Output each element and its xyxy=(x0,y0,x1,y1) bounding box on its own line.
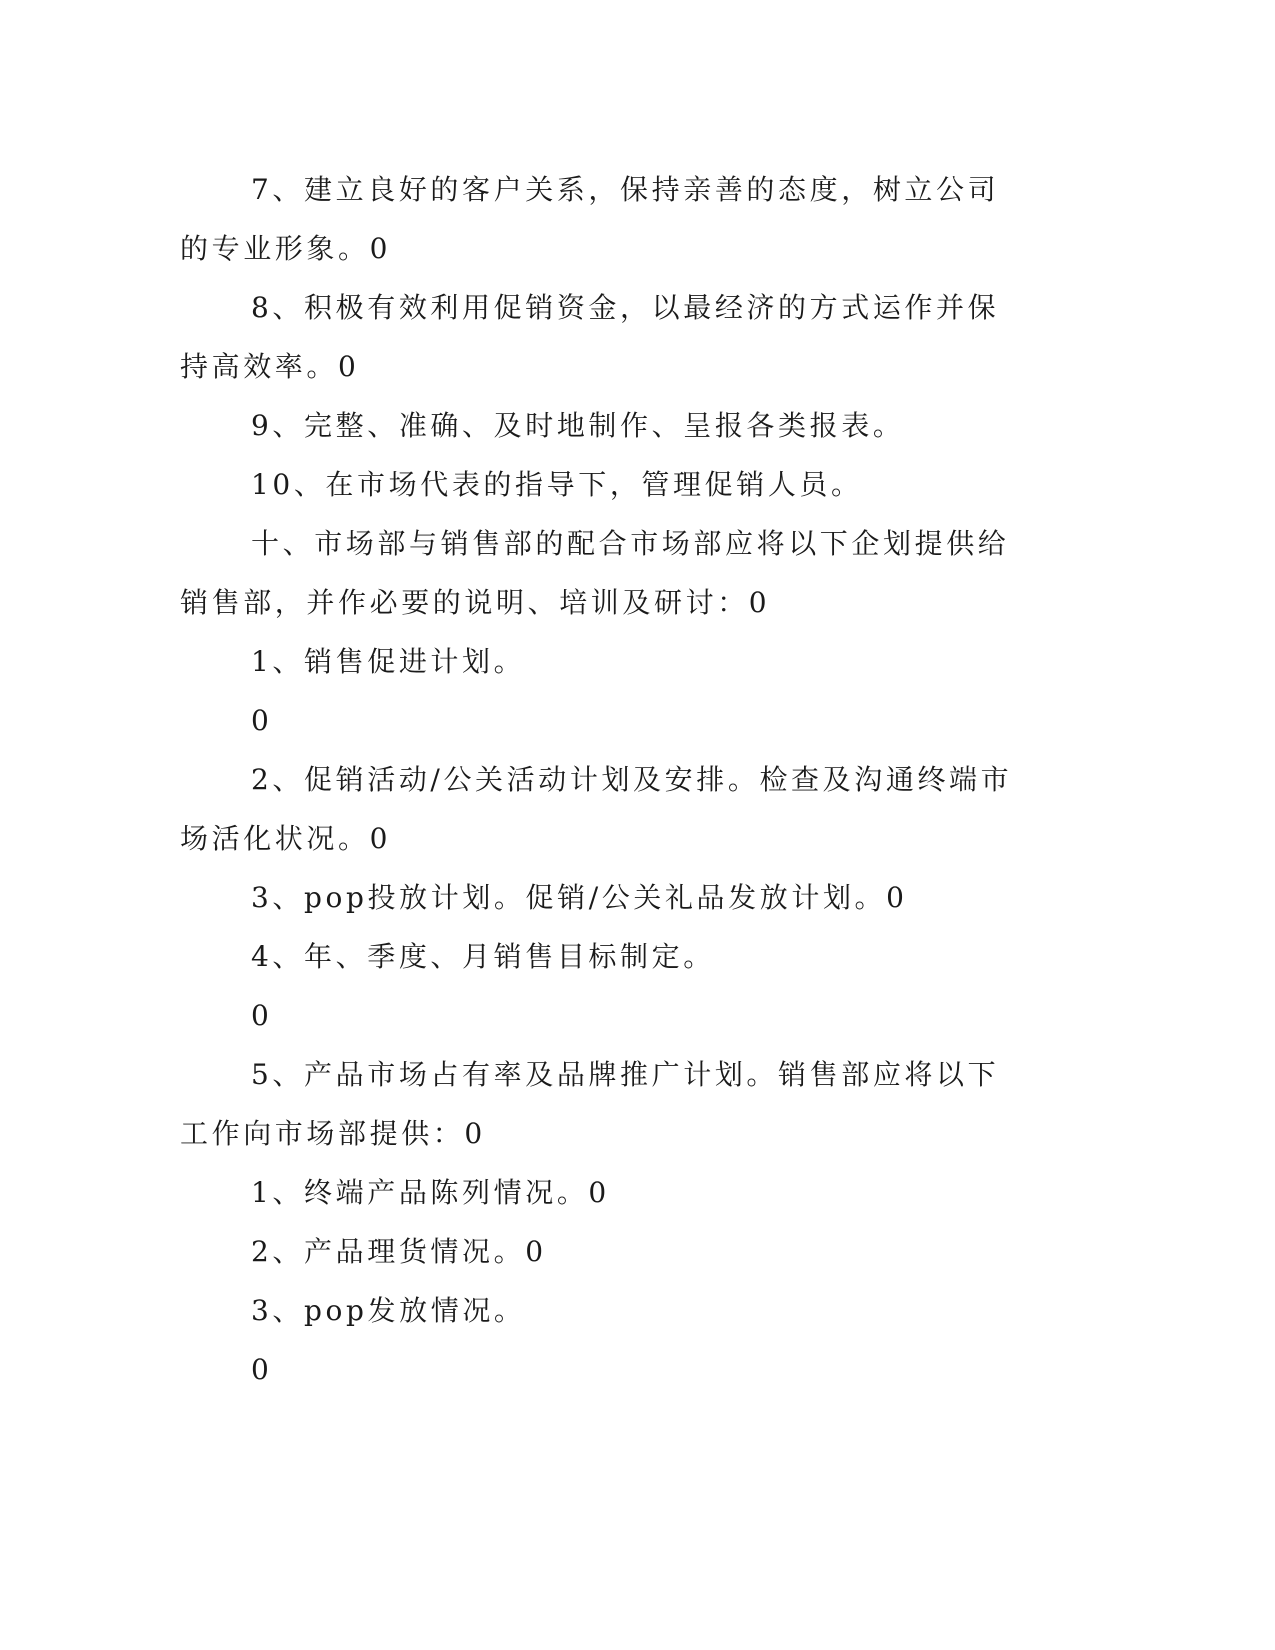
paragraph-item-7-customer-relations: 7、建立良好的客户关系，保持亲善的态度，树立公司的专业形象。0 xyxy=(180,173,1000,265)
paragraph-item-2-pr-activities: 2、促销活动/公关活动计划及安排。检查及沟通终端市场活化状况。0 xyxy=(180,763,1013,855)
paragraph-zero-2: 0 xyxy=(251,999,273,1032)
paragraph-item-3-pop-plan: 3、pop投放计划。促销/公关礼品发放计划。0 xyxy=(251,881,908,914)
paragraph-item-2-stock-arrangement: 2、产品理货情况。0 xyxy=(251,1235,547,1268)
document-body xyxy=(180,160,1030,1399)
paragraph-zero-3: 0 xyxy=(251,1353,273,1386)
paragraph-item-8-promotion-funds: 8、积极有效利用促销资金，以最经济的方式运作并保持高效率。0 xyxy=(180,291,1000,383)
paragraph-item-9-reports: 9、完整、准确、及时地制作、呈报各类报表。 xyxy=(251,409,905,442)
section-heading-ten-cooperation: 十、市场部与销售部的配合市场部应将以下企划提供给销售部，并作必要的说明、培训及研讨：0 xyxy=(180,527,1010,619)
paragraph-item-1-sales-promotion-plan: 1、销售促进计划。 xyxy=(251,645,526,678)
paragraph-item-1-terminal-display: 1、终端产品陈列情况。0 xyxy=(251,1176,610,1209)
paragraph-item-3-pop-distribution: 3、pop发放情况。 xyxy=(251,1294,526,1327)
paragraph-zero-1: 0 xyxy=(251,704,273,737)
paragraph-item-4-sales-targets: 4、年、季度、月销售目标制定。 xyxy=(251,940,715,973)
paragraph-item-10-manage-promoters: 10、在市场代表的指导下，管理促销人员。 xyxy=(251,468,863,501)
paragraph-item-5-market-share: 5、产品市场占有率及品牌推广计划。销售部应将以下工作向市场部提供：0 xyxy=(180,1058,1000,1150)
